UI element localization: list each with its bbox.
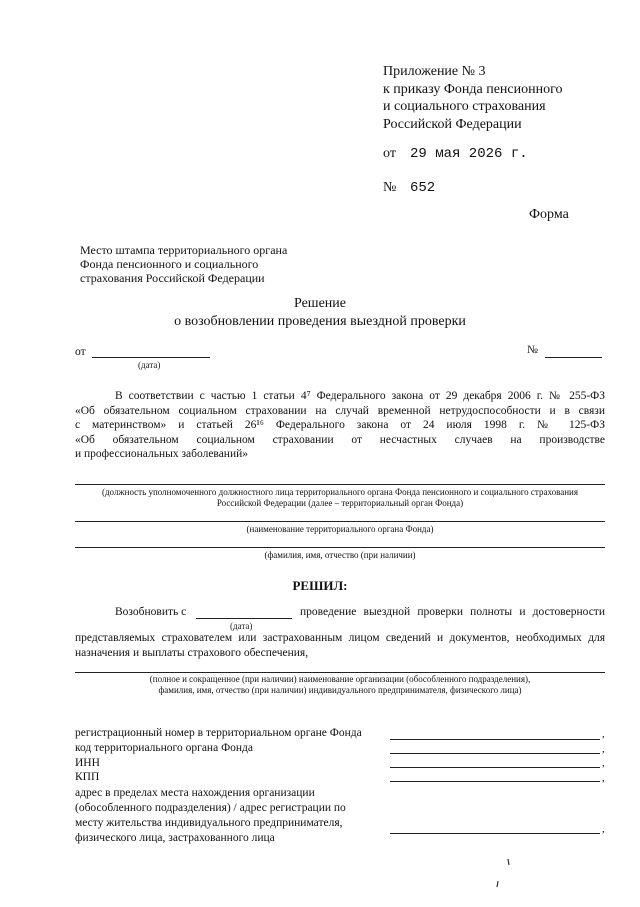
resume-suffix: проведение выездной проверки полноты и достоверности: [300, 606, 605, 618]
preamble-line-5: и профессиональных заболеваний»: [75, 448, 249, 461]
resume-line-3: назначения и выплаты страхового обеспечения,: [75, 647, 309, 659]
decided-heading: РЕШИЛ:: [292, 578, 348, 593]
inn-field: [390, 767, 600, 768]
stamp-line-3: страхования Российской Федерации: [80, 271, 265, 285]
decision-date-prefix: от: [75, 346, 86, 358]
reg-number-field: [390, 739, 600, 740]
official-fio-field: [75, 547, 605, 548]
order-date-prefix: от: [383, 146, 396, 161]
resume-prefix: Возобновить с: [115, 606, 187, 618]
decision-date-caption: (дата): [138, 360, 161, 370]
territorial-body-caption: (наименование территориального органа Фонда): [246, 524, 434, 534]
organization-caption-line-1: (полное и сокращенное (при наличии) наименование организации (обособленного подразделения),: [149, 674, 531, 684]
order-number-value: 652: [410, 180, 436, 196]
appendix-line-3: и социального страхования: [383, 99, 546, 114]
organization-caption-line-2: фамилия, имя, отчество (при наличии) индивидуального предпринимателя, физического лица): [158, 685, 522, 695]
official-fio-caption: (фамилия, имя, отчество (при наличии): [264, 550, 416, 560]
resume-date-field: [196, 618, 292, 619]
official-position-caption: [70, 487, 610, 509]
preamble-line-4: «Об обязательном социальном страховании от несчастных случаев на производстве: [75, 433, 605, 446]
preamble-line-2: «Об обязательном социальном страховании на случай временной нетрудоспособности и в связи: [75, 404, 605, 417]
official-caption-line-1: (должность уполномоченного должностного лица территориального органа Фонда пенсионного и социального страхования: [101, 487, 579, 497]
body-code-comma: ,: [602, 743, 605, 755]
address-comma: ,: [602, 823, 605, 835]
resume-date-caption: (дата): [230, 621, 253, 631]
document-subtitle: о возобновлении проведения выездной проверки: [174, 314, 466, 329]
address-label-line-2: (обособленного подразделения) / адрес регистрации по: [75, 802, 346, 814]
appendix-block: [383, 63, 563, 133]
inn-comma: ,: [602, 757, 605, 769]
form-label: Форма: [529, 207, 569, 222]
inn-label: ИНН: [75, 757, 100, 769]
scan-marks: [490, 855, 520, 895]
appendix-line-1: Приложение № 3: [383, 64, 486, 79]
organization-caption: [70, 674, 610, 696]
official-position-field: [75, 484, 605, 485]
stamp-place: [80, 243, 287, 285]
order-date-value: 29 мая 2026 г.: [410, 146, 528, 162]
decision-number-field: [545, 357, 602, 358]
preamble-paragraph: [75, 389, 605, 462]
appendix-line-4: Российской Федерации: [383, 116, 522, 132]
reg-number-label: регистрационный номер в территориальном органе Фонда: [75, 727, 362, 739]
preamble-line-1: В соответствии с частью 1 статьи 4⁷ Федерального закона от 29 декабря 2006 г. № 255-ФЗ: [115, 390, 605, 402]
resume-line-2: представляемых страхователем или застрахованным лицом сведений и документов, необходимых для: [75, 632, 605, 644]
stamp-line-2: Фонда пенсионного и социального: [80, 257, 259, 271]
document-title: Решение: [293, 296, 346, 311]
reg-number-comma: ,: [602, 728, 605, 740]
address-field: [390, 833, 600, 834]
body-code-field: [390, 753, 600, 754]
decision-number-prefix: №: [527, 344, 538, 356]
preamble-line-3: с материнством» и статьей 26¹⁶ Федерального закона от 24 июля 1998 г. № 125-ФЗ: [75, 419, 605, 432]
address-label: [75, 786, 346, 846]
stamp-line-1: Место штампа территориального органа: [80, 243, 288, 257]
official-caption-line-2: Российской Федерации (далее – территориальный орган Фонда): [216, 498, 464, 508]
organization-field: [75, 672, 605, 673]
territorial-body-field: [75, 521, 605, 522]
decision-date-field: [92, 357, 210, 358]
address-label-line-1: адрес в пределах места нахождения организации: [75, 787, 315, 799]
body-code-label: код территориального органа Фонда: [75, 742, 254, 754]
address-label-line-3: месту жительства индивидуального предпринимателя,: [75, 817, 343, 829]
kpp-field: [390, 781, 600, 782]
order-number-prefix: №: [383, 180, 397, 195]
appendix-line-2: к приказу Фонда пенсионного: [383, 81, 563, 97]
kpp-comma: ,: [602, 772, 605, 784]
kpp-label: КПП: [75, 771, 100, 783]
address-label-line-4: физического лица, застрахованного лица: [75, 832, 275, 844]
